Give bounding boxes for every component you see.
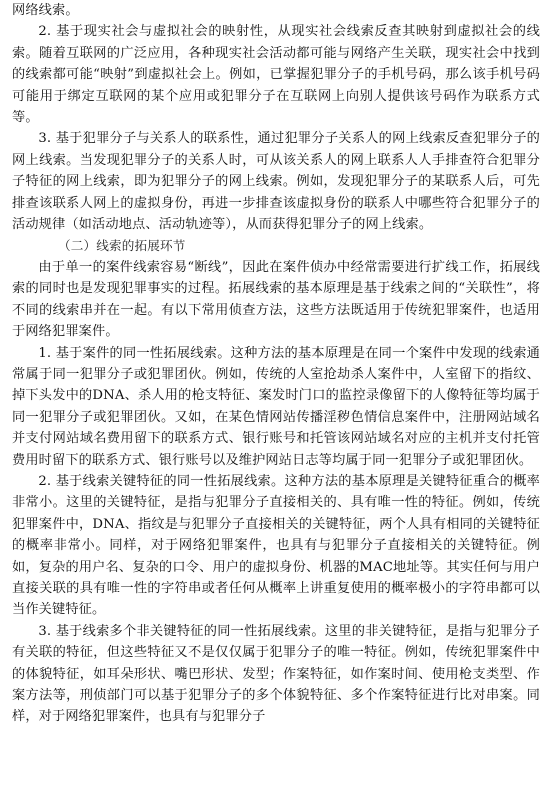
paragraph-mapping-method: 2. 基于现实社会与虚拟社会的映射性，从现实社会线索反查其映射到虚拟社会的线索。随着互联网的广泛应用，各种现实社会活动都可能与网络产生关联，现实社会中找到的线索都可能“映射”到虚拟社会上。例如，已掌握犯罪分子的手机号码，那么该手机号码可能用于绑定互联网的某个应用或犯罪分子在互联网上向别人提供该号码作为联系方式等。 — [12, 24, 540, 126]
paragraph-associate-method: 3. 基于犯罪分子与关系人的联系性，通过犯罪分子关系人的网上线索反查犯罪分子的网上线索。当发现犯罪分子的关系人时，可从该关系人的网上联系人人手排查符合犯罪分子特征的网上线索，即为犯罪分子的网上线索。例如，发现犯罪分子的某联系人后，可先排查该联系人网上的虚拟身份，再进一步排查该虚拟身份的联系人中哪些符合犯罪分子的活动规律（如活动地点、活动轨迹等），从而获得犯罪分子的网上线索。 — [12, 131, 540, 233]
paragraph-expansion-intro: 由于单一的案件线索容易“断线”，因此在案件侦办中经常需要进行扩线工作，拓展线索的同时也是发现犯罪事实的过程。拓展线索的基本原理是基于线索之间的“关联性”，将不同的线索串并在一起。有以下常用侦查方法，这些方法既适用于传统犯罪案件，也适用于网络犯罪案件。 — [12, 259, 540, 340]
paragraph-non-key-feature-method: 3. 基于线索多个非关键特征的同一性拓展线索。这里的非关键特征，是指与犯罪分子有关联的特征，但这些特征又不是仅仅属于犯罪分子的唯一特征。例如，传统犯罪案件中的体貌特征，如耳朵形状、嘴巴形状、发型；作案特征，如作案时间、使用枪支类型、作案方法等，刑侦部门可以基于犯罪分子的多个体貌特征、多个作案特征进行比对串案。同样，对于网络犯罪案件，也具有与犯罪分子 — [12, 623, 540, 725]
paragraph-key-feature-method: 2. 基于线索关键特征的同一性拓展线索。这种方法的基本原理是关键特征重合的概率非常小。这里的关键特征，是指与犯罪分子直接相关的、具有唯一性的特征。例如，传统犯罪案件中，DNA、指纹是与犯罪分子直接相关的关键特征，两个人具有相同的关键特征的概率非常小。同样，对于网络犯罪案件，也具有与犯罪分子直接相关的关键特征。例如，复杂的用户名、复杂的口令、用户的虚拟身份、机器的MAC地址等。其实任何与用户直接关联的具有唯一性的字符串或者任何从概率上讲重复使用的概率极小的字符串都可以当作关键特征。 — [12, 473, 540, 618]
paragraph-continuation: 网络线索。 — [12, 3, 79, 18]
paragraph-case-identity-method: 1. 基于案件的同一性拓展线索。这种方法的基本原理是在同一个案件中发现的线索通常属于同一犯罪分子或犯罪团伙。例如，传统的人室抢劫杀人案件中，人室留下的指纹、掉下头发中的DNA、杀人用的枪支特征、案发时门口的监控录像留下的人像特征等均属于同一犯罪分子或犯罪团伙。又如，在某色情网站传播淫秽色情信息案件中，注册网站域名并支付网站域名费用留下的联系方式、银行账号和托管该网站域名对应的主机并支付托管费用时留下的联系方式、银行账号以及维护网站日志等均属于同一犯罪分子或犯罪团伙。 — [12, 345, 540, 468]
section-heading: （二）线索的拓展环节 — [58, 238, 186, 254]
